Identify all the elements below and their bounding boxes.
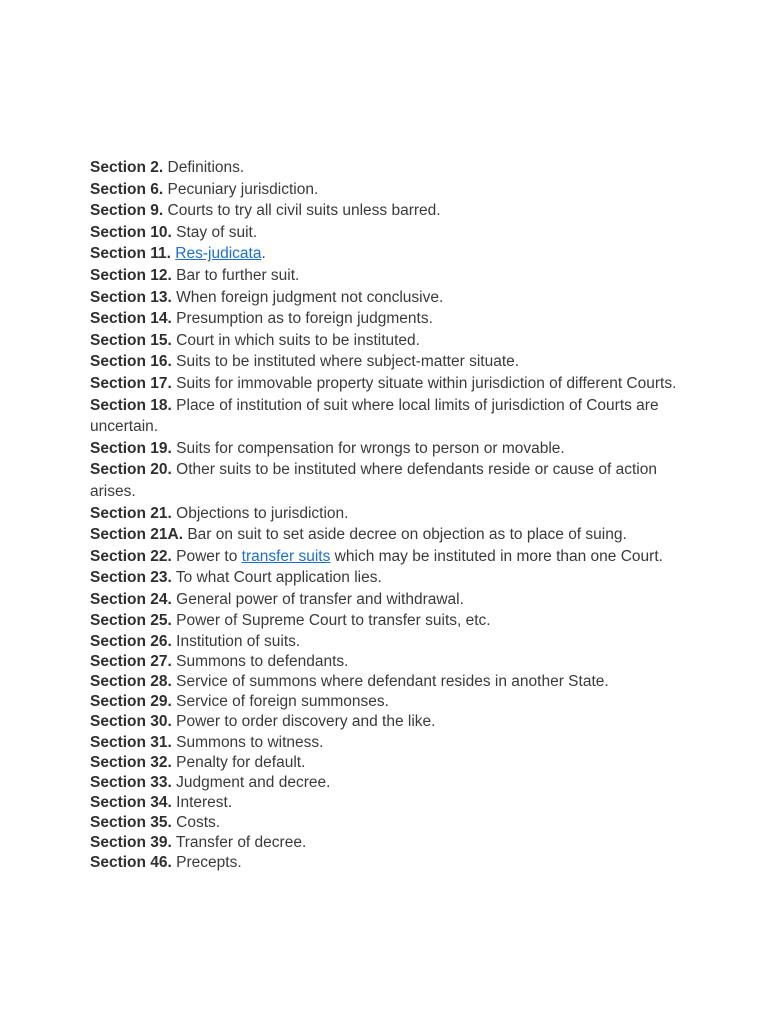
section-label: Section 20. xyxy=(90,461,172,479)
section-title: Suits for immovable property situate within jurisdiction of different Courts. xyxy=(176,374,677,392)
section-label: Section 22. xyxy=(90,547,172,565)
list-item xyxy=(90,672,690,692)
list-item xyxy=(90,712,690,732)
list-item xyxy=(90,733,690,753)
section-title: Pecuniary jurisdiction. xyxy=(167,180,319,198)
section-label: Section 2. xyxy=(90,159,164,176)
list-item xyxy=(90,330,690,352)
section-label: Section 29. xyxy=(90,693,172,711)
list-item xyxy=(90,546,690,568)
section-title-link[interactable]: Res-judicata xyxy=(175,245,262,263)
section-label: Section 46. xyxy=(90,854,172,872)
section-group-b xyxy=(90,632,690,873)
section-title-pre: Power to xyxy=(176,547,242,565)
list-item xyxy=(90,200,690,222)
list-item xyxy=(90,632,690,652)
section-title: Power of Supreme Court to transfer suits, etc. xyxy=(176,612,491,630)
list-item xyxy=(90,243,690,265)
section-label: Section 15. xyxy=(90,331,172,349)
list-item xyxy=(90,692,690,712)
list-item xyxy=(90,308,690,330)
section-title: Definitions. xyxy=(167,159,245,176)
section-label: Section 35. xyxy=(90,813,172,831)
list-item xyxy=(90,773,690,793)
list-item xyxy=(90,853,690,873)
section-label: Section 25. xyxy=(90,612,172,630)
section-title: Objections to jurisdiction. xyxy=(176,504,349,522)
section-label: Section 13. xyxy=(90,288,172,306)
section-list xyxy=(90,157,690,873)
section-label: Section 31. xyxy=(90,733,172,751)
section-title: Summons to witness. xyxy=(176,733,324,751)
list-item xyxy=(90,373,690,395)
list-item xyxy=(90,589,690,611)
section-label: Section 14. xyxy=(90,310,172,328)
section-label: Section 17. xyxy=(90,374,172,392)
section-title: Other suits to be instituted where defendants reside or cause of action arises. xyxy=(90,461,657,500)
section-title: Summons to defendants. xyxy=(176,653,349,671)
list-item xyxy=(90,567,690,589)
section-title: Presumption as to foreign judgments. xyxy=(176,310,433,328)
list-item xyxy=(90,813,690,833)
section-title: Interest. xyxy=(176,793,233,811)
section-title-post: . xyxy=(261,245,266,263)
section-title-link[interactable]: transfer suits xyxy=(241,547,331,565)
section-title: To what Court application lies. xyxy=(175,569,382,587)
section-label: Section 28. xyxy=(90,673,172,691)
list-item xyxy=(90,793,690,813)
list-item xyxy=(90,222,690,244)
list-item xyxy=(90,833,690,853)
section-label: Section 39. xyxy=(90,834,172,851)
section-label: Section 6. xyxy=(90,180,164,198)
section-title: Stay of suit. xyxy=(176,223,258,241)
section-title: Court in which suits to be instituted. xyxy=(176,331,420,349)
section-label: Section 24. xyxy=(90,590,172,608)
section-label: Section 34. xyxy=(90,793,172,811)
section-title: Bar on suit to set aside decree on objection as to place of suing. xyxy=(187,526,627,544)
section-label: Section 10. xyxy=(90,223,172,241)
section-title: Service of foreign summonses. xyxy=(176,693,389,711)
section-title: When foreign judgment not conclusive. xyxy=(176,288,444,306)
section-label: Section 19. xyxy=(90,439,172,457)
section-title: Place of institution of suit where local limits of jurisdiction of Courts are uncertain. xyxy=(90,396,659,436)
section-label: Section 26. xyxy=(90,633,172,651)
section-title: Judgment and decree. xyxy=(176,773,331,791)
list-item xyxy=(90,287,690,309)
list-item xyxy=(90,179,690,201)
list-item xyxy=(90,524,690,546)
section-label: Section 32. xyxy=(90,753,172,771)
list-item xyxy=(90,753,690,773)
section-title: Suits to be instituted where subject-matter situate. xyxy=(176,353,520,371)
list-item xyxy=(90,652,690,672)
list-item xyxy=(90,459,690,502)
section-label: Section 21A. xyxy=(90,526,184,544)
section-label: Section 12. xyxy=(90,266,172,284)
section-title: Suits for compensation for wrongs to person or movable. xyxy=(176,439,565,457)
section-title: Service of summons where defendant resides in another State. xyxy=(176,673,609,691)
section-group-a xyxy=(90,157,690,632)
section-title: Power to order discovery and the like. xyxy=(176,713,436,731)
section-title: Institution of suits. xyxy=(176,633,301,651)
list-item xyxy=(90,438,690,460)
list-item xyxy=(90,610,690,632)
section-label: Section 23. xyxy=(90,569,172,587)
section-label: Section 9. xyxy=(90,202,164,220)
section-label: Section 21. xyxy=(90,504,172,522)
section-title: Precepts. xyxy=(176,854,242,872)
list-item xyxy=(90,395,690,438)
section-title: General power of transfer and withdrawal. xyxy=(176,590,464,608)
section-label: Section 33. xyxy=(90,773,172,791)
section-label: Section 30. xyxy=(90,713,172,731)
section-title: Penalty for default. xyxy=(176,753,306,771)
section-label: Section 11. xyxy=(90,245,171,263)
section-title: Courts to try all civil suits unless barred. xyxy=(167,202,441,220)
section-label: Section 16. xyxy=(90,353,172,371)
section-title: Costs. xyxy=(176,813,221,831)
list-item xyxy=(90,157,690,179)
section-title-post: which may be instituted in more than one Court. xyxy=(330,547,663,565)
list-item xyxy=(90,351,690,373)
list-item xyxy=(90,503,690,525)
list-item xyxy=(90,265,690,287)
section-label: Section 18. xyxy=(90,396,172,414)
section-title: Bar to further suit. xyxy=(176,266,300,284)
section-label: Section 27. xyxy=(90,653,172,671)
section-title: Transfer of decree. xyxy=(175,834,307,851)
